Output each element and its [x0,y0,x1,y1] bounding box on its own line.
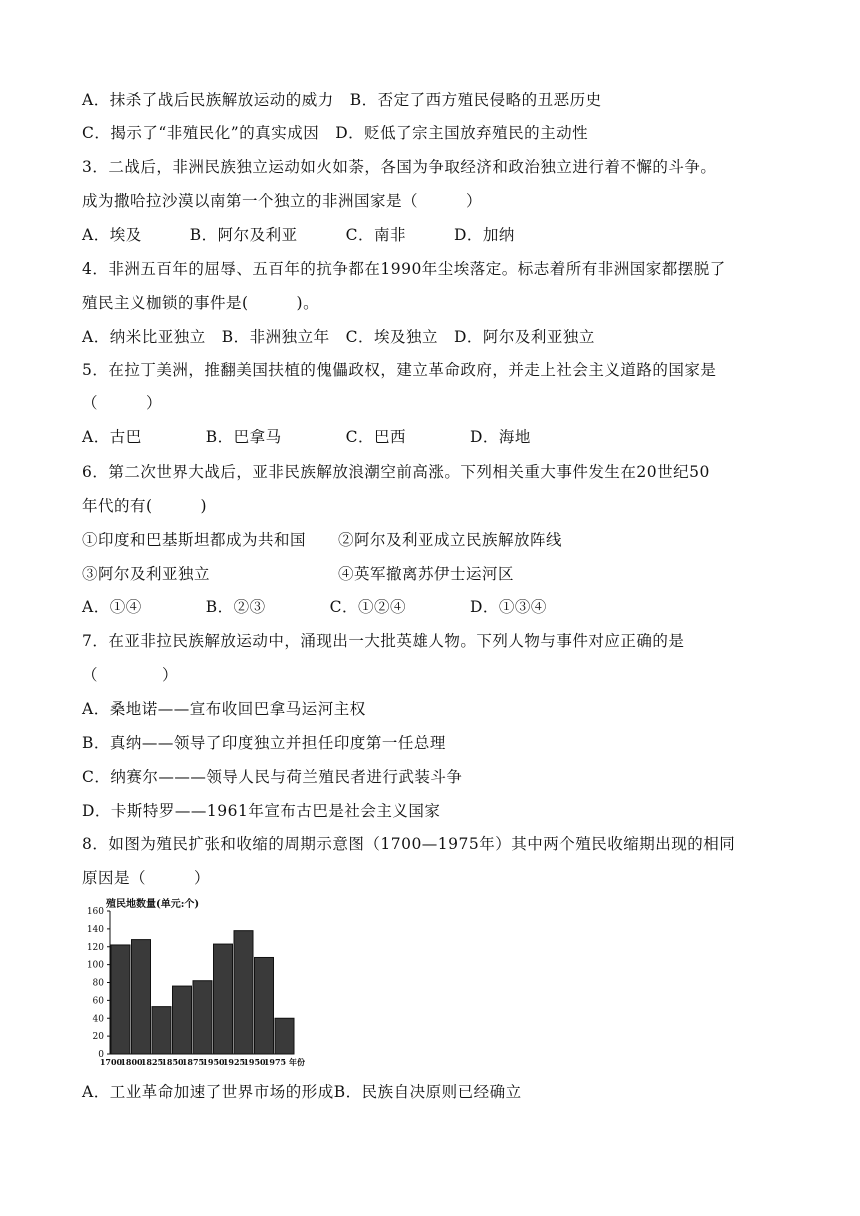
x-tick-label: 1825 [140,1057,164,1067]
y-tick-label: 80 [92,978,104,989]
q8-stem-line1: 8．如图为殖民扩张和收缩的周期示意图（1700—1975年）其中两个殖民收缩期出现的相同 [82,835,736,853]
q6-items-line2: ③阿尔及利亚独立 ④英军撤离苏伊士运河区 [82,565,515,583]
y-tick-label: 40 [92,1014,104,1025]
q6-stem-line2: 年代的有( ) [82,497,208,515]
x-tick-label: 1975 [263,1057,287,1067]
chart-bar [214,944,233,1054]
q5-stem-line2: （ ） [82,394,163,412]
colony-count-chart [80,897,342,1067]
q7-option-b: B．真纳——领导了印度独立并担任印度第一任总理 [82,734,446,752]
chart-bar [111,945,130,1054]
q8-options-ab: A．工业革命加速了世界市场的形成B．民族自决原则已经确立 [82,1083,522,1101]
q6-options: A．①④ B．②③ C．①②④ D．①③④ [82,598,547,616]
q4-options: A．纳米比亚独立 B．非洲独立年 C．埃及独立 D．阿尔及利亚独立 [82,328,595,346]
x-tick-label: 1875 [181,1057,205,1067]
chart-bar [132,940,151,1054]
x-tick-label: 1950 [243,1057,266,1067]
q7-stem-line2: （ ） [82,666,179,684]
x-tick-label: 1950 [202,1057,225,1067]
q3-stem-line2: 成为撒哈拉沙漠以南第一个独立的非洲国家是（ ） [82,192,483,210]
q4-stem-line1: 4．非洲五百年的屈辱、五百年的抗争都在1990年尘埃落定。标志着所有非洲国家都摆脱了 [82,260,726,278]
chart-bar [234,931,253,1054]
q4-stem-line2: 殖民主义枷锁的事件是( )。 [82,294,320,312]
q7-option-c: C．纳赛尔———领导人民与荷兰殖民者进行武装斗争 [82,768,463,786]
colony-count-chart-svg [80,897,342,1067]
y-tick-label: 60 [92,996,104,1007]
y-tick-label: 100 [86,960,104,971]
y-tick-label: 120 [86,942,104,953]
q7-stem-line1: 7．在亚非拉民族解放运动中，涌现出一大批英雄人物。下列人物与事件对应正确的是 [82,632,685,650]
x-tick-label: 1850 [161,1057,184,1067]
q3-stem-line1: 3．二战后，非洲民族独立运动如火如荼，各国为争取经济和政治独立进行着不懈的斗争。 [82,158,717,176]
y-tick-label: 20 [92,1032,104,1043]
chart-bar [173,986,192,1054]
y-tick-label: 140 [86,924,104,935]
chart-bar [275,1018,294,1054]
x-tick-label: 1925 [222,1057,246,1067]
q5-stem-line1: 5．在拉丁美洲，推翻美国扶植的傀儡政权，建立革命政府，并走上社会主义道路的国家是 [82,361,717,379]
q7-option-d: D．卡斯特罗——1961年宣布古巴是社会主义国家 [82,802,441,820]
x-tick-label: 1700 [99,1057,123,1067]
q2-options-cd: C．揭示了“非殖民化”的真实成因 D．贬低了宗主国放弃殖民的主动性 [82,124,589,142]
q7-option-a: A．桑地诺——宣布收回巴拿马运河主权 [82,700,366,718]
y-tick-label: 0 [98,1050,104,1060]
q5-options: A．古巴 B．巴拿马 C．巴西 D．海地 [82,428,531,446]
chart-bar [152,1007,171,1054]
chart-bar [255,957,274,1054]
x-tick-label: 1800 [120,1057,143,1067]
q6-items-line1: ①印度和巴基斯坦都成为共和国 ②阿尔及利亚成立民族解放阵线 [82,531,563,549]
q8-stem-line2: 原因是（ ） [82,869,211,887]
q2-options-ab: A．抹杀了战后民族解放运动的威力 B．否定了西方殖民侵略的丑恶历史 [82,91,602,109]
chart-title: 殖民地数量(单元:个) [106,899,200,910]
y-tick-label: 160 [86,907,104,917]
chart-bar [193,981,212,1054]
q3-options: A．埃及 B．阿尔及利亚 C．南非 D．加纳 [82,226,515,244]
q6-stem-line1: 6．第二次世界大战后，亚非民族解放浪潮空前高涨。下列相关重大事件发生在20世纪50 [82,463,710,481]
x-axis-unit-label: 年份 [289,1057,305,1067]
